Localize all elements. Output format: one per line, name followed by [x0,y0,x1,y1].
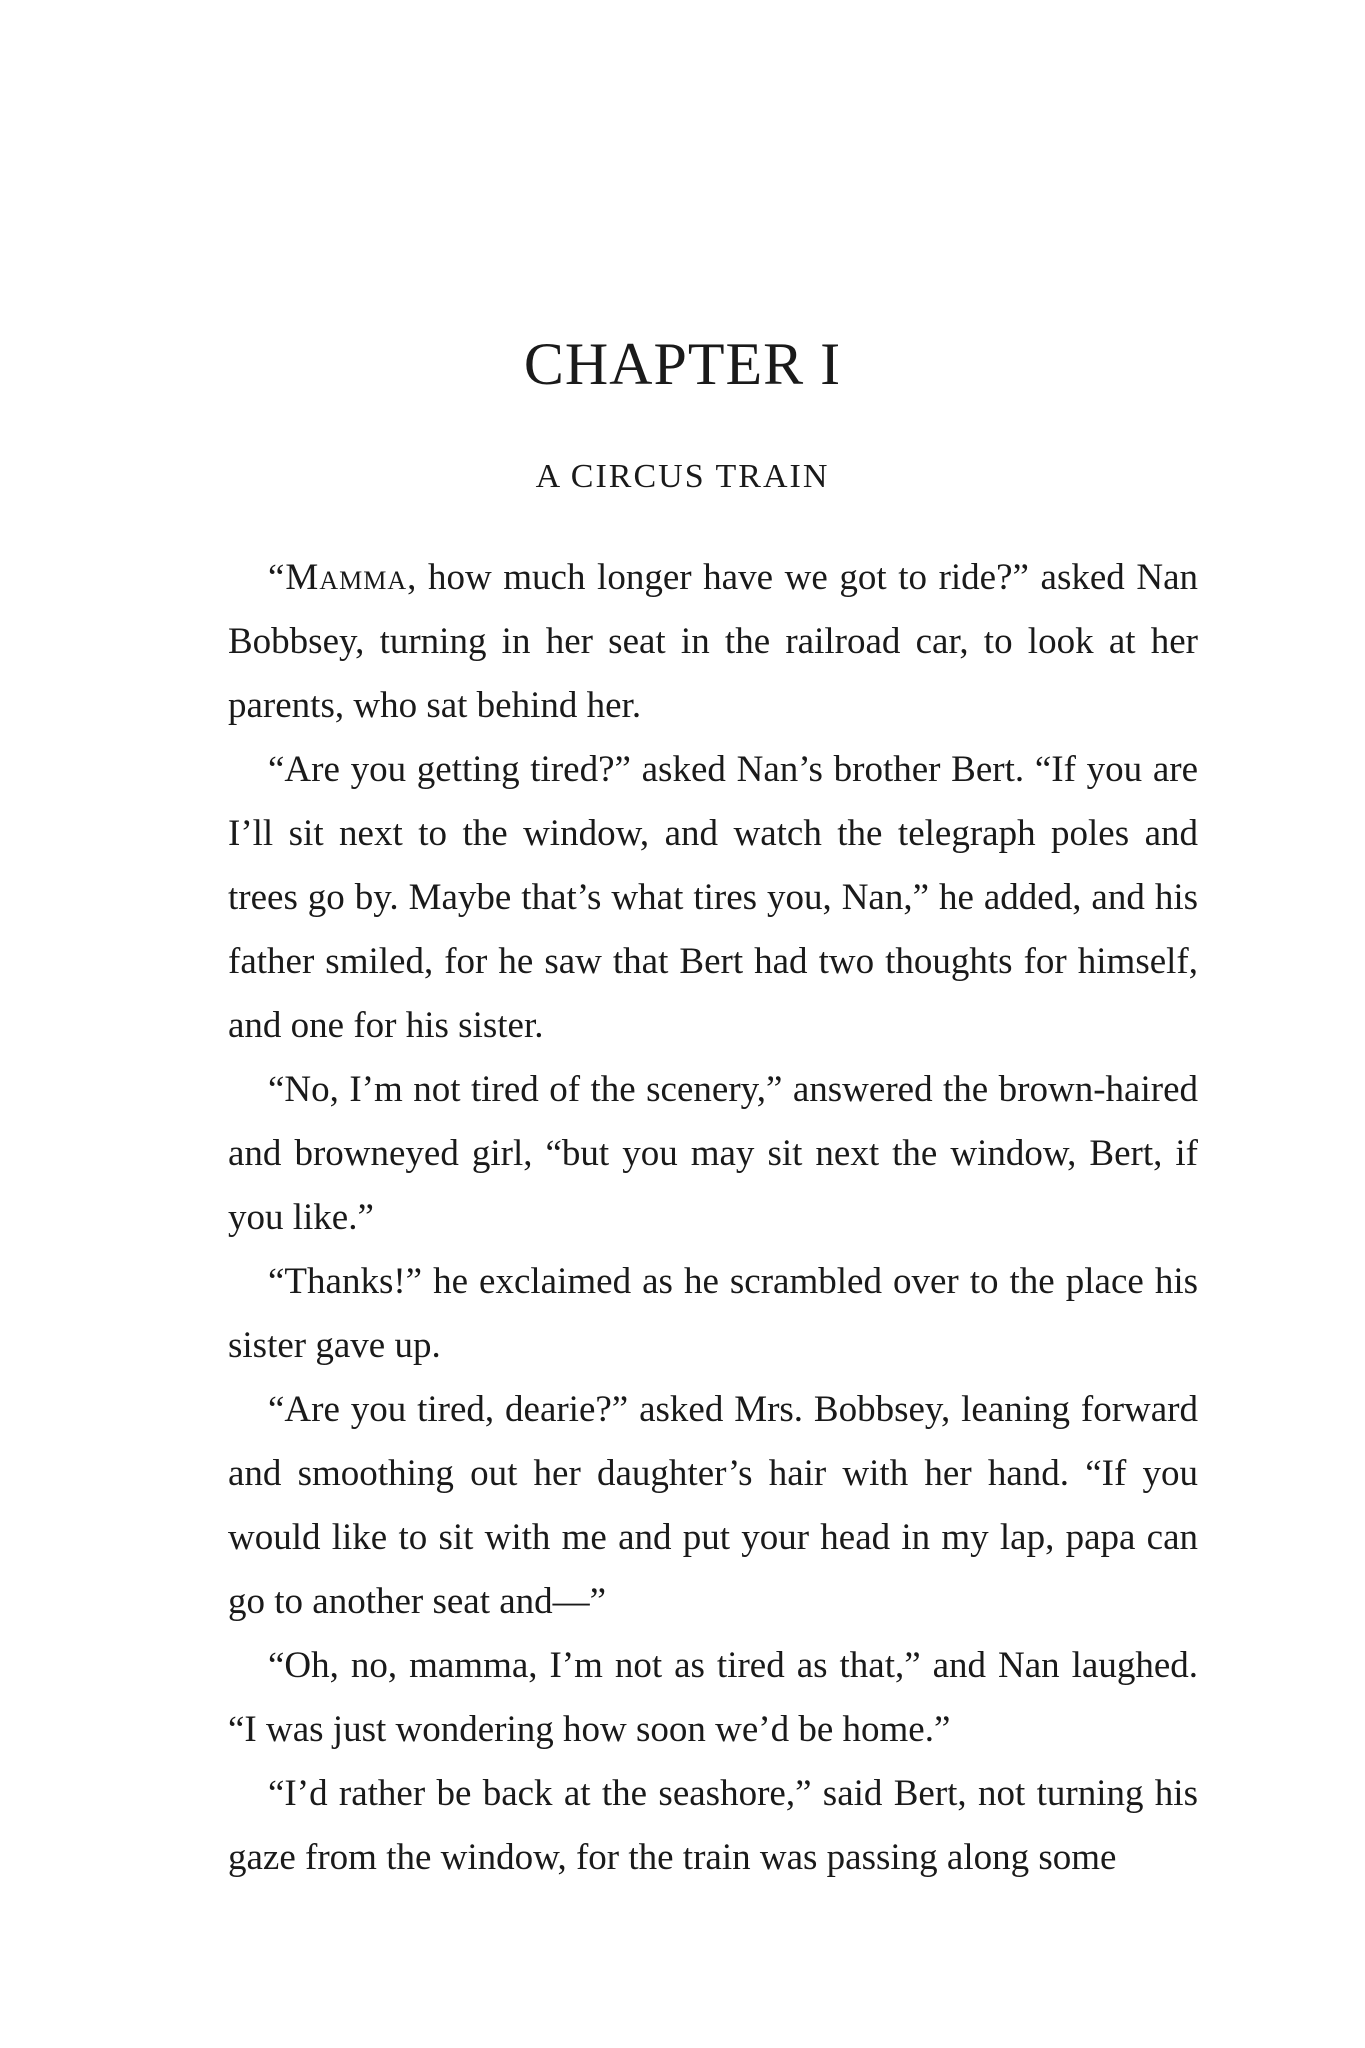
paragraph-text: “Oh, no, mamma, I’m not as tired as that,” and Nan laughed. “I was just wondering how soon we’d be home.” [228,1645,1198,1750]
chapter-title: CHAPTER I [523,331,842,397]
paragraph [228,546,1198,738]
chapter-subtitle: A CIRCUS TRAIN [535,458,830,495]
paragraph-text: “Thanks!” he exclaimed as he scrambled over to the place his sister gave up. [228,1261,1198,1366]
paragraph-text: “Are you getting tired?” asked Nan’s brother Bert. “If you are I’ll sit next to the window, and watch the telegraph poles and trees go by. Maybe that’s what tires you, Nan,” he added, and his father smiled, for he saw that Bert had two thoughts for himself, and one for his sister. [228,749,1198,1046]
paragraph-text: “Are you tired, dearie?” asked Mrs. Bobbsey, leaning forward and smoothing out her daughter’s hair with her hand. “If you would like to sit with me and put your head in my lap, papa can go to another seat and—” [228,1389,1198,1622]
paragraph [228,1762,1198,1890]
paragraph-text: “I’d rather be back at the seashore,” said Bert, not turning his gaze from the window, for the train was passing along some [228,1773,1198,1878]
paragraph-text: , how much longer have we got to ride?” asked Nan Bobbsey, turning in her seat in the railroad car, to look at her parents, who sat behind her. [228,557,1198,726]
paragraph-text: “No, I’m not tired of the scenery,” answered the brown-haired and browneyed girl, “but you may sit next the window, Bert, if you like.” [228,1069,1198,1238]
paragraph [228,1378,1198,1634]
paragraph [228,1058,1198,1250]
paragraph [228,738,1198,1058]
body-text [228,546,1198,1890]
paragraph [228,1250,1198,1378]
paragraph-lead-smallcaps: “Mamma [268,557,408,598]
paragraph [228,1634,1198,1762]
